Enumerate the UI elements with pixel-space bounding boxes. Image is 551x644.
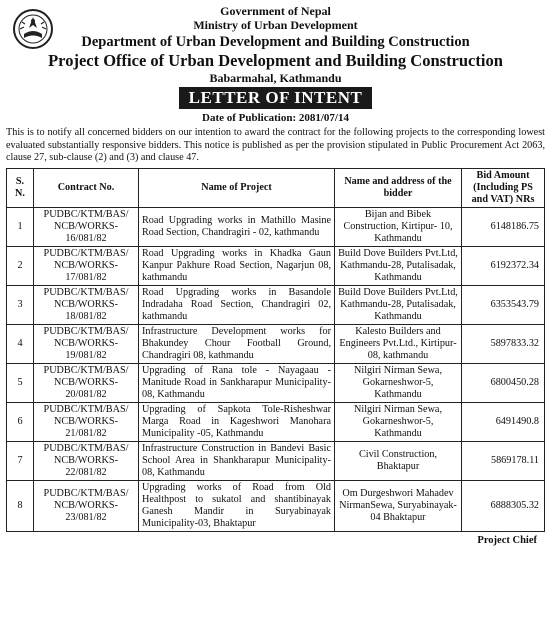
cell-contract: PUDBC/KTM/BAS/ NCB/WORKS- 18/081/82 [34, 285, 139, 324]
cell-contract: PUDBC/KTM/BAS/ NCB/WORKS- 20/081/82 [34, 363, 139, 402]
cell-amount: 5897833.32 [462, 324, 545, 363]
cell-amount: 6800450.28 [462, 363, 545, 402]
cell-amount: 6888305.32 [462, 480, 545, 531]
cell-bidder: Build Dove Builders Pvt.Ltd, Kathmandu-28, Putalisadak, Kathmandu [335, 246, 462, 285]
award-table [6, 168, 545, 532]
header-government: Government of Nepal [220, 4, 331, 18]
government-emblem-icon [12, 8, 54, 50]
cell-project: Road Upgrading works in Khadka Gaun Kanpur Pakhure Road Section, Nagarjun 08, kathmandu [139, 246, 335, 285]
table-row [7, 441, 545, 480]
cell-bidder: Build Dove Builders Pvt.Ltd, Kathmandu-28, Putalisadak, Kathmandu [335, 285, 462, 324]
cell-project: Infrastructure Construction in Bandevi Basic School Area in Shankharapur Municipality-08, Kathmandu [139, 441, 335, 480]
cell-sn: 6 [7, 402, 34, 441]
table-row [7, 363, 545, 402]
header-project: Name of Project [139, 168, 335, 207]
cell-project: Road Upgrading works in Mathillo Masine Road Section, Chandragiri - 02, kathmandu [139, 207, 335, 246]
cell-bidder: Nilgiri Nirman Sewa, Gokarneshwor-5, Kathmandu [335, 363, 462, 402]
cell-amount: 6491490.8 [462, 402, 545, 441]
header-bidder: Name and address of the bidder [335, 168, 462, 207]
header-project-office: Project Office of Urban Development and Building Construction [48, 51, 503, 70]
cell-project: Infrastructure Development works for Bhakundey Chour Football Ground, Chandragiri 08, kathmandu [139, 324, 335, 363]
table-row [7, 324, 545, 363]
header-ministry: Ministry of Urban Development [193, 18, 358, 32]
intro-paragraph: This is to notify all concerned bidders on our intention to award the contract for the following projects to the corresponding lowest evaluated substantially responsive bidders. This notice is published as per the provision stipulated in Public Procurement Act 2063, clause 27, sub-clause (2) and (3) and clause 47. [6, 127, 545, 163]
cell-sn: 3 [7, 285, 34, 324]
table-header-row [7, 168, 545, 207]
cell-project: Upgrading of Sapkota Tole-Risheshwar Marga Road in Kageshwori Manohara Municipality -05, Kathmandu [139, 402, 335, 441]
cell-project: Road Upgrading works in Basandole Indradaha Road Section, Chandragiri 02, kathmandu [139, 285, 335, 324]
letter-of-intent-banner: LETTER OF INTENT [179, 87, 373, 109]
table-row [7, 402, 545, 441]
cell-contract: PUDBC/KTM/BAS/ NCB/WORKS- 21/081/82 [34, 402, 139, 441]
cell-bidder: Kalesto Builders and Engineers Pvt.Ltd., Kirtipur-08, kathmandu [335, 324, 462, 363]
notice-header [6, 4, 545, 125]
cell-amount: 6148186.75 [462, 207, 545, 246]
cell-contract: PUDBC/KTM/BAS/ NCB/WORKS- 17/081/82 [34, 246, 139, 285]
cell-contract: PUDBC/KTM/BAS/ NCB/WORKS- 22/081/82 [34, 441, 139, 480]
cell-bidder: Om Durgeshwori Mahadev NirmanSewa, Suryabinayak-04 Bhaktapur [335, 480, 462, 531]
cell-amount: 6353543.79 [462, 285, 545, 324]
cell-bidder: Nilgiri Nirman Sewa, Gokarneshwor-5, Kathmandu [335, 402, 462, 441]
cell-contract: PUDBC/KTM/BAS/ NCB/WORKS- 16/081/82 [34, 207, 139, 246]
header-amount: Bid Amount (Including PS and VAT) NRs [462, 168, 545, 207]
cell-bidder: Bijan and Bibek Construction, Kirtipur- 10, Kathmandu [335, 207, 462, 246]
publication-date: Date of Publication: 2081/07/14 [202, 112, 349, 124]
cell-bidder: Civil Construction, Bhaktapur [335, 441, 462, 480]
cell-project: Upgrading of Rana tole - Nayagaau - Manitude Road in Sankharapur Municipality-08, Kathmandu [139, 363, 335, 402]
signoff-project-chief: Project Chief [477, 534, 537, 546]
cell-contract: PUDBC/KTM/BAS/ NCB/WORKS- 23/081/82 [34, 480, 139, 531]
cell-contract: PUDBC/KTM/BAS/ NCB/WORKS- 19/081/82 [34, 324, 139, 363]
cell-sn: 2 [7, 246, 34, 285]
cell-sn: 5 [7, 363, 34, 402]
table-row [7, 285, 545, 324]
table-row [7, 480, 545, 531]
header-sn: S. N. [7, 168, 34, 207]
header-department: Department of Urban Development and Building Construction [81, 34, 470, 50]
table-row [7, 246, 545, 285]
cell-sn: 8 [7, 480, 34, 531]
cell-project: Upgrading works of Road from Old Healthpost to sukatol and shantibinayak Ganesh Mandir in Suryabinayak Municipality-03, Bhaktapur [139, 480, 335, 531]
table-row [7, 207, 545, 246]
cell-sn: 1 [7, 207, 34, 246]
header-address: Babarmahal, Kathmandu [209, 71, 342, 85]
cell-amount: 6192372.34 [462, 246, 545, 285]
header-contract: Contract No. [34, 168, 139, 207]
cell-sn: 7 [7, 441, 34, 480]
cell-sn: 4 [7, 324, 34, 363]
cell-amount: 5869178.11 [462, 441, 545, 480]
